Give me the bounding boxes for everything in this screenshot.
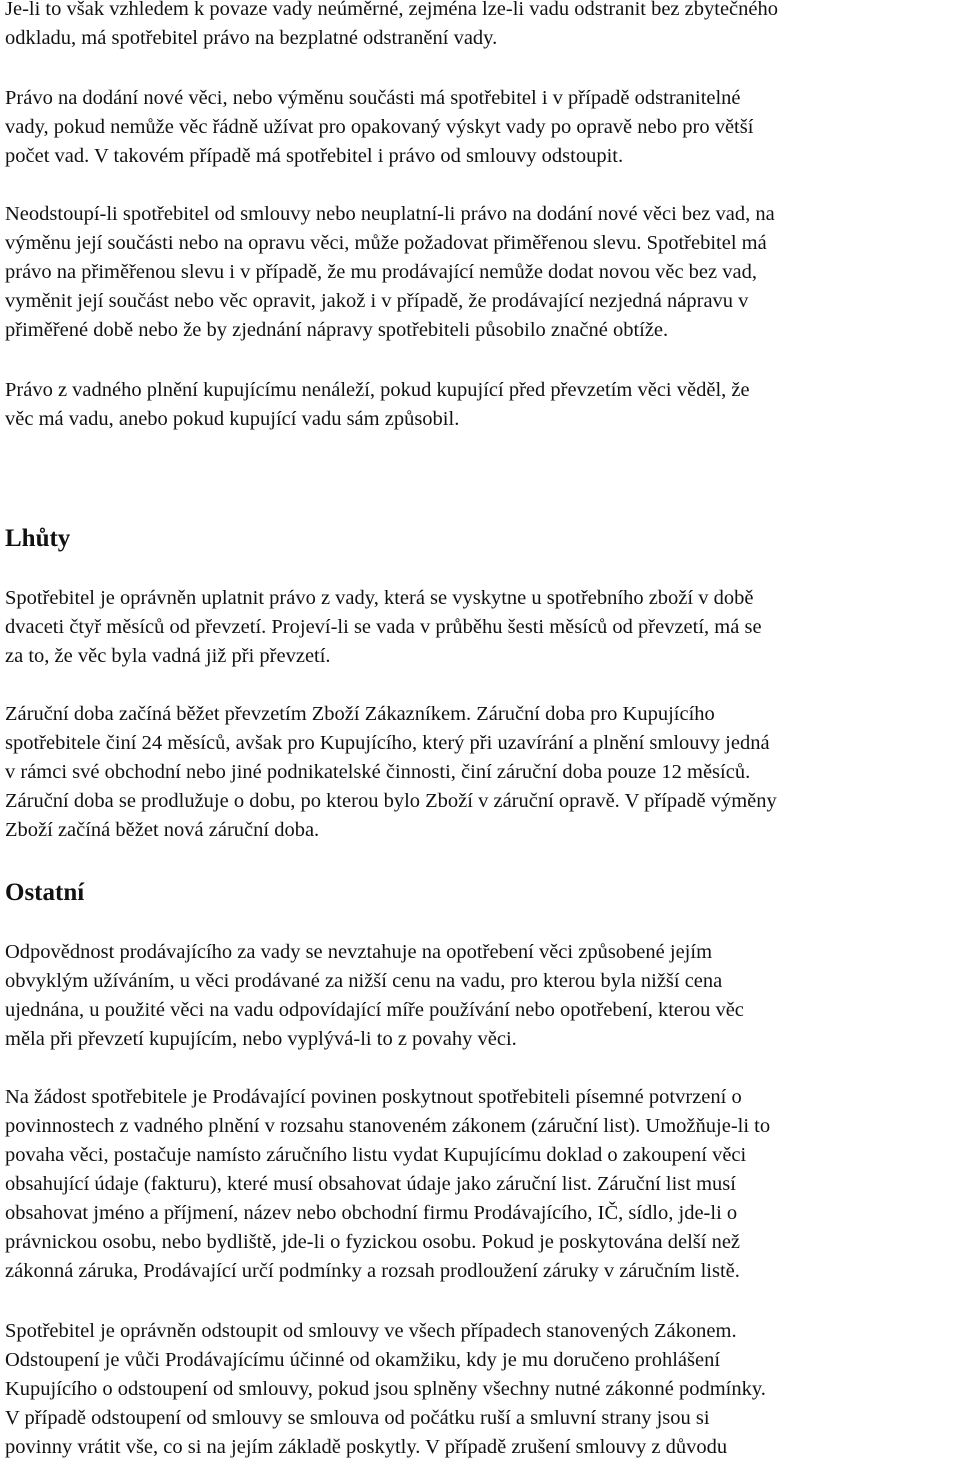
text-line: Kupujícího o odstoupení od smlouvy, pokud jsou splněny všechny nutné zákonné podmínky. xyxy=(5,1378,766,1400)
text-line: právnickou osobu, nebo bydliště, jde-li o fyzickou osobu. Pokud je poskytována delší než xyxy=(5,1231,741,1253)
heading-ostatni: Ostatní xyxy=(5,879,85,906)
text-line: výměnu její součásti nebo na opravu věci, může požadovat přiměřenou slevu. Spotřebitel má xyxy=(5,232,767,254)
text-line: měla při převzetí kupujícím, nebo vyplývá-li to z povahy věci. xyxy=(5,1028,517,1050)
text-line: Je-li to však vzhledem k povaze vady neúměrné, zejména lze-li vadu odstranit bez zbytečného xyxy=(5,0,778,20)
paragraph-spotrebitel-lhuta xyxy=(5,584,762,671)
text-line: Právo z vadného plnění kupujícímu nenáleží, pokud kupující před převzetím věci věděl, že xyxy=(5,379,750,401)
paragraph-zarucni-list xyxy=(5,1083,770,1286)
text-line: právo na přiměřenou slevu i v případě, že mu prodávající nemůže dodat novou věc bez vad, xyxy=(5,261,757,283)
text-line: V případě odstoupení od smlouvy se smlouva od počátku ruší a smluvní strany jsou si xyxy=(5,1407,710,1429)
text-line: spotřebitele činí 24 měsíců, avšak pro Kupujícího, který při uzavírání a plnění smlouvy jedná xyxy=(5,732,770,754)
text-line: Odpovědnost prodávajícího za vady se nevztahuje na opotřebení věci způsobené jejím xyxy=(5,941,713,963)
text-line: Neodstoupí-li spotřebitel od smlouvy nebo neuplatní-li právo na dodání nové věci bez vad, na xyxy=(5,203,775,225)
text-line: povaha věci, postačuje namísto záručního listu vydat Kupujícímu doklad o zakoupení věci xyxy=(5,1144,747,1166)
text-line: obvyklým užíváním, u věci prodávané za nižší cenu na vadu, pro kterou byla nižší cena xyxy=(5,970,723,992)
paragraph-pravo-na-dodani xyxy=(5,84,753,171)
text-line: Na žádost spotřebitele je Prodávající povinen poskytnout spotřebiteli písemné potvrzení o xyxy=(5,1086,742,1108)
text-line: Odstoupení je vůči Prodávajícímu účinné od okamžiku, kdy je mu doručeno prohlášení xyxy=(5,1349,721,1371)
text-line: v rámci své obchodní nebo jiné podnikatelské činnosti, činí záruční doba pouze 12 měsíců. xyxy=(5,761,751,783)
paragraph-zarucni-doba xyxy=(5,700,777,845)
text-line: obsahovat jméno a příjmení, název nebo obchodní firmu Prodávajícího, IČ, sídlo, jde-li o xyxy=(5,1202,738,1224)
text-line: Spotřebitel je oprávněn uplatnit právo z vady, která se vyskytne u spotřebního zboží v době xyxy=(5,587,754,609)
text-line: Záruční doba se prodlužuje o dobu, po kterou bylo Zboží v záruční opravě. V případě výměny xyxy=(5,790,777,812)
text-line: ujednána, u použité věci na vadu odpovídající míře používání nebo opotřebení, kterou věc xyxy=(5,999,744,1021)
text-line: Záruční doba začíná běžet převzetím Zboží Zákazníkem. Záruční doba pro Kupujícího xyxy=(5,703,715,725)
text-line: vyměnit její součást nebo věc opravit, jakož i v případě, že prodávající nezjedná nápravu v xyxy=(5,290,749,312)
text-line: odkladu, má spotřebitel právo na bezplatné odstranění vady. xyxy=(5,27,498,49)
text-line: dvaceti čtyř měsíců od převzetí. Projeví-li se vada v průběhu šesti měsíců od převzetí, má se xyxy=(5,616,762,638)
heading-lhuty: Lhůty xyxy=(5,525,71,552)
text-line: Zboží začíná běžet nová záruční doba. xyxy=(5,819,320,841)
text-line: Spotřebitel je oprávněn odstoupit od smlouvy ve všech případech stanovených Zákonem. xyxy=(5,1320,737,1342)
text-line: obsahující údaje (fakturu), které musí obsahovat údaje jako záruční list. Záruční list musí xyxy=(5,1173,736,1195)
text-line: za to, že věc byla vadná již při převzetí. xyxy=(5,645,331,667)
text-line: přiměřené době nebo že by zjednání nápravy spotřebiteli působilo značné obtíže. xyxy=(5,319,669,341)
text-line: počet vad. V takovém případě má spotřebitel i právo od smlouvy odstoupit. xyxy=(5,145,624,167)
paragraph-neodstoupi xyxy=(5,200,775,345)
text-line: vady, pokud nemůže věc řádně užívat pro opakovaný výskyt vady po opravě nebo pro větší xyxy=(5,116,754,138)
text-line: zákonná záruka, Prodávající určí podmínky a rozsah prodloužení záruky v záručním listě. xyxy=(5,1260,740,1282)
text-line: věc má vadu, anebo pokud kupující vadu sám způsobil. xyxy=(5,408,460,430)
paragraph-vady-neumerne xyxy=(5,0,778,53)
paragraph-odpovednost xyxy=(5,938,744,1054)
text-line: povinnostech z vadného plnění v rozsahu stanoveném zákonem (záruční list). Umožňuje-li to xyxy=(5,1115,771,1137)
paragraph-pravo-z-vadneho xyxy=(5,376,750,434)
text-line: Právo na dodání nové věci, nebo výměnu součásti má spotřebitel i v případě odstranitelné xyxy=(5,87,741,109)
text-line: povinny vrátit vše, co si na jejím základě poskytly. V případě zrušení smlouvy z důvodu xyxy=(5,1436,728,1458)
paragraph-odstoupeni xyxy=(5,1317,766,1462)
